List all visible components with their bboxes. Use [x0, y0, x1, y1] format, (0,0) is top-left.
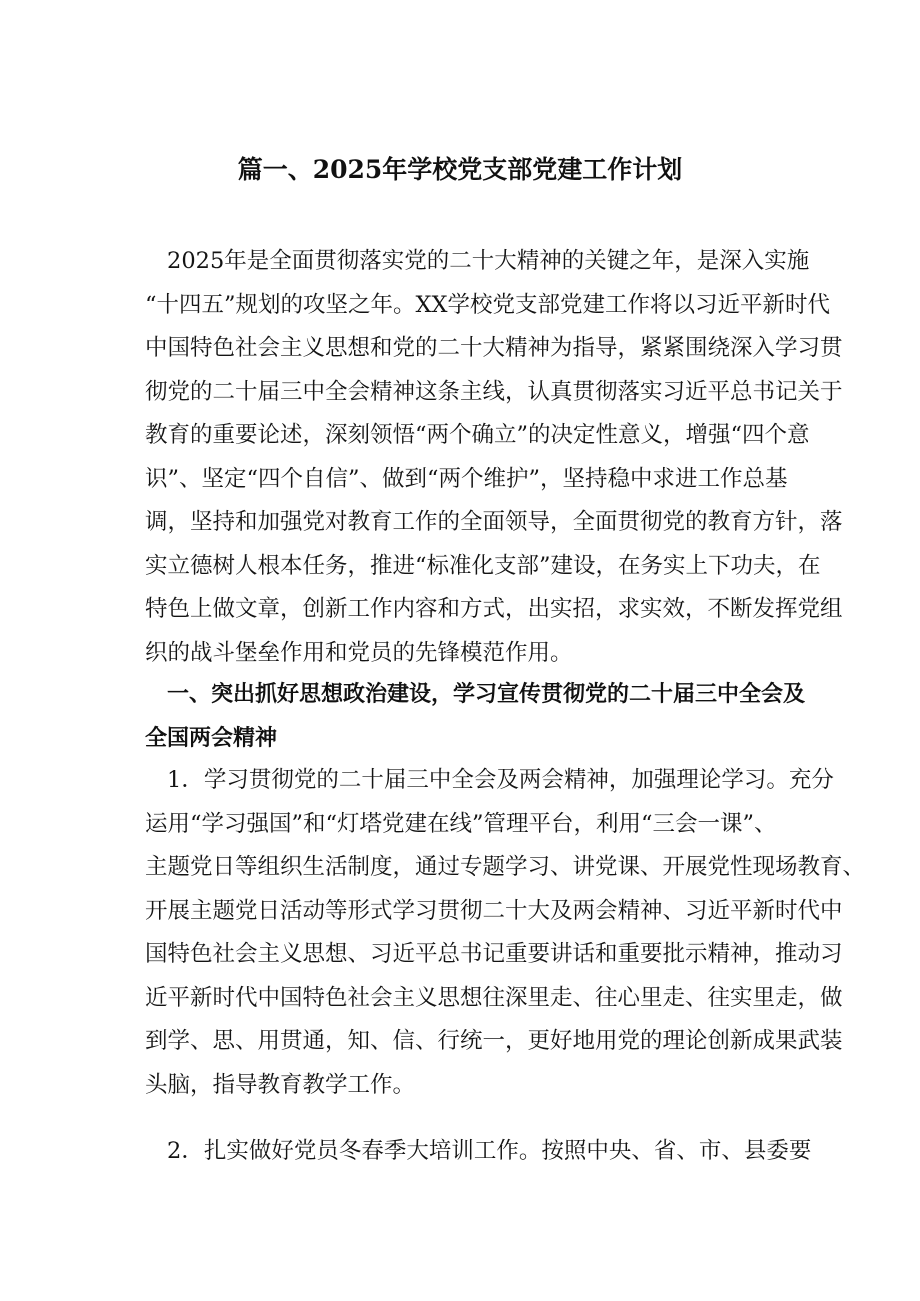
text-line: 开展主题党日活动等形式学习贯彻二十大及两会精神、习近平新时代中 [145, 897, 843, 924]
text-line: 中国特色社会主义思想和党的二十大精神为指导，紧紧围绕深入学习贯 [145, 335, 843, 361]
section-heading [145, 673, 845, 760]
text-line: 2．扎实做好党员冬春季大培训工作。按照中央、省、市、县委要 [167, 1138, 812, 1164]
text-line: 运用“学习强国”和“灯塔党建在线”管理平台，利用“三会一课”、 [145, 810, 777, 837]
item-2-paragraph [145, 1130, 845, 1174]
heading-line: 全国两会精神 [145, 725, 278, 751]
text-line: 近平新时代中国特色社会主义思想往深里走、往心里走、往实里走，做 [145, 984, 843, 1011]
text-line: 彻党的二十届三中全会精神这条主线，认真贯彻落实习近平总书记关于 [145, 378, 843, 405]
text-line: 特色上做文章，创新工作内容和方式，出实招，求实效，不断发挥党组 [145, 596, 843, 622]
text-line: 1．学习贯彻党的二十届三中全会及两会精神，加强理论学习。充分 [167, 767, 834, 793]
text-line: 到学、思、用贯通，知、信、行统一，更好地用党的理论创新成果武装 [145, 1028, 843, 1054]
intro-paragraph [145, 240, 845, 675]
text-line: 织的战斗堡垒作用和党员的先锋模范作用。 [145, 639, 573, 666]
document-title: 篇一、2025年学校党支部党建工作计划 [237, 155, 683, 184]
text-line: 国特色社会主义思想、习近平总书记重要讲话和重要批示精神，推动习 [145, 941, 843, 967]
text-line: 头脑，指导教育教学工作。 [145, 1071, 416, 1098]
item-1-paragraph [145, 759, 866, 1107]
text-line: 教育的重要论述，深刻领悟“两个确立”的决定性意义，增强“四个意 [145, 422, 810, 448]
text-line: 主题党日等组织生活制度，通过专题学习、讲党课、开展党性现场教育、 [145, 854, 866, 880]
text-line: 实立德树人根本任务，推进“标准化支部”建设，在务实上下功夫，在 [145, 552, 821, 579]
text-line: 识”、坚定“四个自信”、做到“两个维护”，坚持稳中求进工作总基 [145, 465, 788, 492]
text-line: “十四五”规划的攻坚之年。XX学校党支部党建工作将以习近平新时代 [145, 291, 831, 318]
heading-line: 一、突出抓好思想政治建设，学习宣传贯彻党的二十届三中全会及 [167, 682, 806, 707]
text-line: 调，坚持和加强党对教育工作的全面领导，全面贯彻党的教育方针，落 [145, 509, 843, 535]
text-line: 2025年是全面贯彻落实党的二十大精神的关键之年，是深入实施 [167, 248, 810, 274]
